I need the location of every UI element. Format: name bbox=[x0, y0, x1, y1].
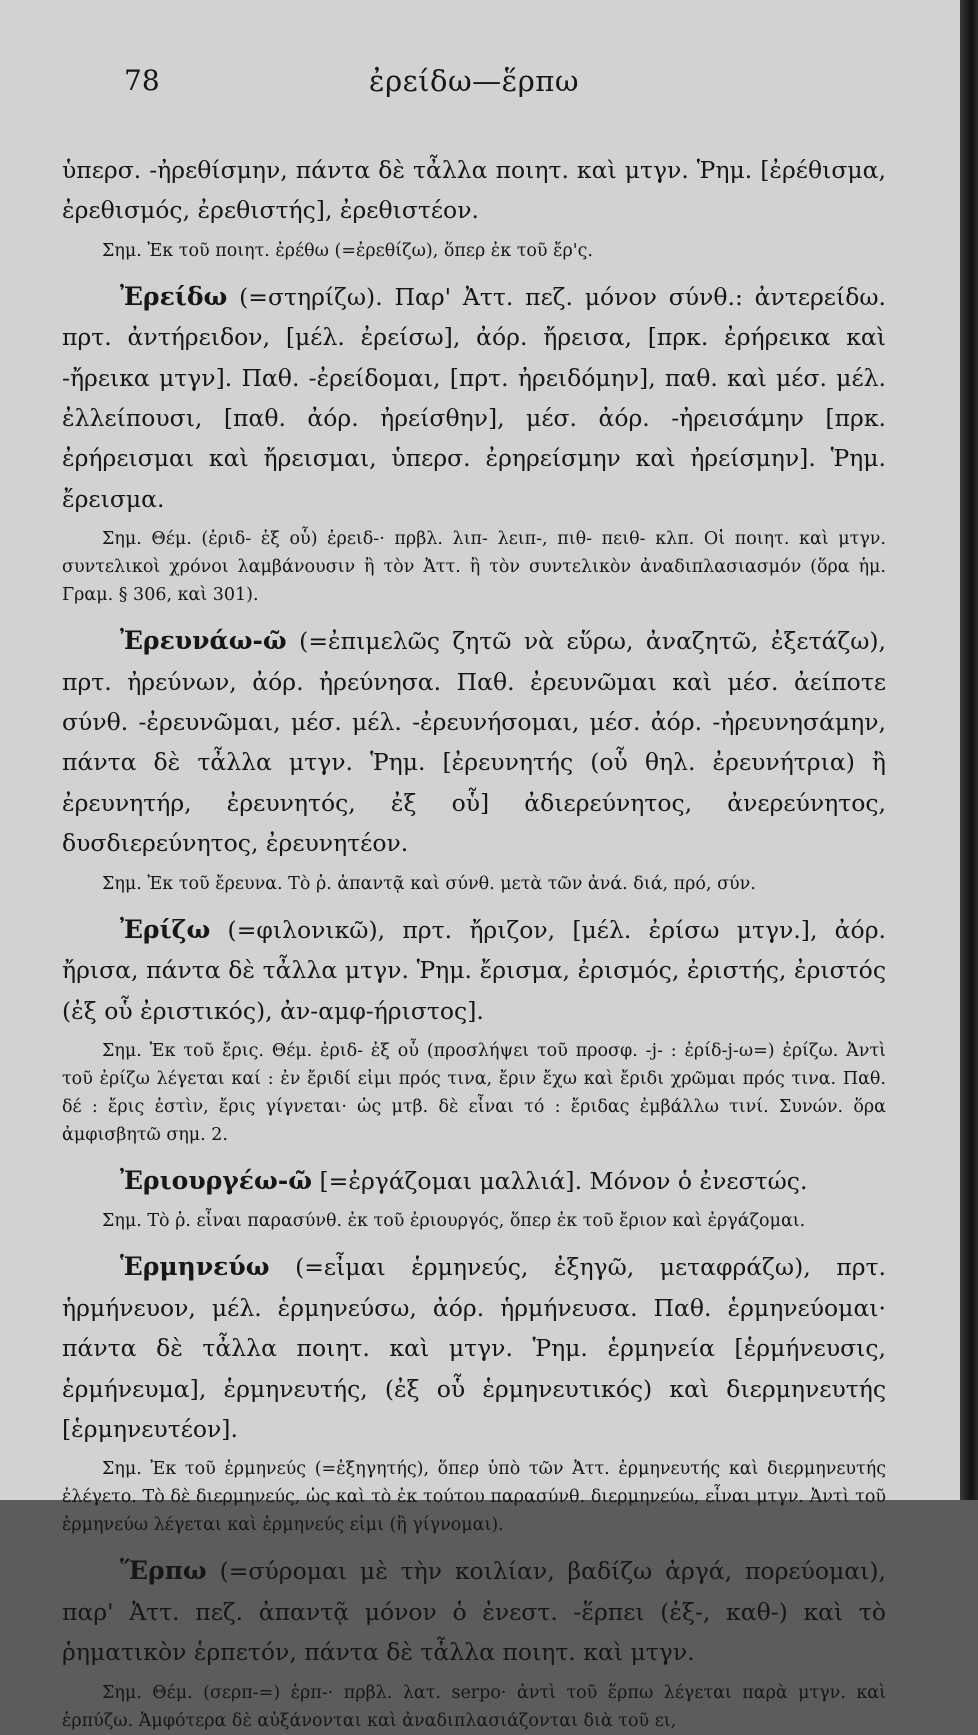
entry-text: (=φιλονικῶ), πρτ. ἤριζον, [μέλ. ἐρίσω μτγν.], ἀόρ. ἤρισα, πάντα δὲ τἆλλα μτγν. Ῥημ. ἔρισμα, ἐρισμός, ἐριστής, ἐριστός (ἐξ οὗ ἐριστικός), ἀν-αμφ-ήριστος]. bbox=[62, 915, 886, 1025]
note-text: Σημ. Τὸ ῥ. εἶναι παρασύνθ. ἐκ τοῦ ἐριουργός, ὅπερ ἐκ τοῦ ἔριον καὶ ἐργάζομαι. bbox=[102, 1211, 806, 1232]
dictionary-entry bbox=[62, 277, 886, 519]
etymology-note bbox=[62, 237, 886, 265]
entry-headword: Ἐρείδω bbox=[120, 281, 228, 311]
dictionary-entry bbox=[62, 621, 886, 863]
entry-text: (=σύρομαι μὲ τὴν κοιλίαν, βαδίζω ἀργά, πορεύομαι), παρ' Ἀττ. πεζ. ἀπαντᾷ μόνον ὁ ἐνεστ. -ἕρπει (ἐξ-, καθ-) καὶ τὸ ῥηματικὸν ἑρπετόν, πάντα δὲ τἆλλα ποιητ. καὶ μτγν. bbox=[62, 1557, 886, 1667]
dictionary-entry bbox=[62, 1551, 886, 1672]
dictionary-entry bbox=[62, 910, 886, 1031]
etymology-note bbox=[62, 870, 886, 898]
note-text: Σημ. Ἐκ τοῦ ἔρις. Θέμ. ἐριδ- ἐξ οὗ (προσλήψει τοῦ προσφ. -j- : ἐρίδ-j-ω=) ἐρίζω. Ἀντὶ τοῦ ἐρίζω λέγεται καί : ἐν ἔριδί εἰμι πρός τινα, ἔριν ἔχω καὶ ἔριδι χρῶμαι πρός τινα. Παθ. δέ : ἔρις ἐστὶν, ἔρις γίγνεται· ὡς μτβ. δὲ εἶναι τό : ἔριδας ἐμβάλλω τινί. Συνών. ὅρα ἀμφισβητῶ σημ. 2. bbox=[62, 1040, 886, 1145]
book-edge bbox=[960, 0, 978, 1500]
entry-headword: Ἕρπω bbox=[120, 1556, 207, 1586]
entry-text: [=ἐργάζομαι μαλλιά]. Μόνον ὁ ἐνεστώς. bbox=[319, 1166, 808, 1195]
entry-headword: Ἐριουργέω-ῶ bbox=[120, 1165, 312, 1195]
entry-continuation bbox=[62, 150, 886, 231]
etymology-note bbox=[62, 1455, 886, 1539]
entry-headword: Ἐρευνάω-ῶ bbox=[120, 626, 287, 656]
note-text: Σημ. Ἐκ τοῦ ἔρευνα. Τὸ ῥ. ἀπαντᾷ καὶ σύνθ. μετὰ τῶν ἀνά. διά, πρό, σύν. bbox=[102, 873, 756, 894]
entry-headword: Ἑρμηνεύω bbox=[120, 1252, 270, 1282]
note-text: Σημ. Θέμ. (σερπ-=) ἑρπ-· πρβλ. λατ. serpo· ἀντὶ τοῦ ἕρπω λέγεται παρὰ μτγν. καὶ ἑρπύζω. Ἀμφότερα δὲ αὐξάνονται καὶ ἀναδιπλασιάζονται διὰ τοῦ ει, bbox=[62, 1682, 886, 1731]
etymology-note bbox=[62, 1679, 886, 1735]
entry-text: (=ἐπιμελῶς ζητῶ νὰ εὕρω, ἀναζητῶ, ἐξετάζω), πρτ. ἠρεύνων, ἀόρ. ἠρεύνησα. Παθ. ἐρευνῶμαι καὶ μέσ. ἀείποτε σύνθ. -ἐρευνῶμαι, μέσ. μέλ. -ἐρευνήσομαι, μέσ. ἀόρ. -ἠρευνησάμην, πάντα δὲ τἆλλα μτγν. Ῥημ. [ἐρευνητής (οὗ θηλ. ἐρευνήτρια) ἢ ἐρευνητήρ, ἐρευνητός, ἐξ οὗ] ἀδιερεύνητος, ἀνερεύνητος, δυσδιερεύνητος, ἐρευνητέον. bbox=[62, 627, 886, 858]
note-text: Σημ. Ἐκ τοῦ ἑρμηνεύς (=ἐξηγητής), ὅπερ ὑπὸ τῶν Ἀττ. ἑρμηνευτής καὶ διερμηνευτής ἐλέγετο. Τὸ δὲ διερμηνεύς, ὡς καὶ τὸ ἐκ τούτου παρασύνθ. διερμηνεύω, εἶναι μτγν. Ἀντὶ τοῦ ἑρμηνεύω λέγεται καὶ ἑρμηνεύς εἰμι (ἢ γίγνομαι). bbox=[62, 1459, 886, 1536]
etymology-note bbox=[62, 1207, 886, 1235]
entry-text: (=στηρίζω). Παρ' Ἀττ. πεζ. μόνον σύνθ.: ἀντερείδω. πρτ. ἀντήρειδον, [μέλ. ἐρείσω], ἀόρ. ἤρεισα, [πρκ. ἐρήρεικα καὶ -ἤρεικα μτγν]. Παθ. -ἐρείδομαι, [πρτ. ἠρειδόμην], παθ. καὶ μέσ. μέλ. ἐλλείπουσι, [παθ. ἀόρ. ἠρείσθην], μέσ. ἀόρ. -ἠρεισάμην [πρκ. ἐρήρεισμαι καὶ ἤρεισμαι, ὑπερσ. ἐρηρείσμην καὶ ἠρείσμην]. Ῥημ. ἔρεισμα. bbox=[62, 282, 886, 513]
entry-headword: Ἐρίζω bbox=[120, 914, 211, 944]
entry-text: (=εἶμαι ἑρμηνεύς, ἐξηγῶ, μεταφράζω), πρτ. ἡρμήνευον, μέλ. ἑρμηνεύσω, ἀόρ. ἡρμήνευσα. Παθ. ἑρμηνεύομαι· πάντα δὲ τἆλλα ποιητ. καὶ μτγν. Ῥημ. ἑρμηνεία [ἑρμήνευσις, ἑρμήνευμα], ἑρμηνευτής, (ἐξ οὗ ἑρμηνευτικός) καὶ διερμηνευτής [ἑρμηνευτέον]. bbox=[62, 1253, 886, 1443]
note-text: Σημ. Ἐκ τοῦ ποιητ. ἐρέθω (=ἐρεθίζω), ὅπερ ἐκ τοῦ ἔρ'ς. bbox=[102, 240, 593, 261]
etymology-note bbox=[62, 1037, 886, 1149]
entry-text: ὑπερσ. -ἠρεθίσμην, πάντα δὲ τἆλλα ποιητ. καὶ μτγν. Ῥημ. [ἐρέθισμα, ἐρεθισμός, ἐρεθιστής], ἐρεθιστέον. bbox=[62, 156, 886, 225]
page-number: 78 bbox=[124, 64, 160, 97]
dictionary-entry bbox=[62, 1247, 886, 1449]
page-body bbox=[62, 150, 886, 1735]
etymology-note bbox=[62, 525, 886, 609]
page-header bbox=[62, 64, 886, 114]
dictionary-entry bbox=[62, 1161, 886, 1201]
running-title: ἐρείδω—ἕρπω bbox=[369, 64, 579, 98]
note-text: Σημ. Θέμ. (ἐριδ- ἐξ οὗ) ἐρειδ-· πρβλ. λιπ- λειπ-, πιθ- πειθ- κλπ. Οἱ ποιητ. καὶ μτγν. συντελικοὶ χρόνοι λαμβάνουσιν ἢ τὸν Ἀττ. ἢ τὸν συντελικὸν ἀναδιπλασιασμόν (ὅρα ἡμ. Γραμ. § 306, καὶ 301). bbox=[62, 529, 886, 606]
